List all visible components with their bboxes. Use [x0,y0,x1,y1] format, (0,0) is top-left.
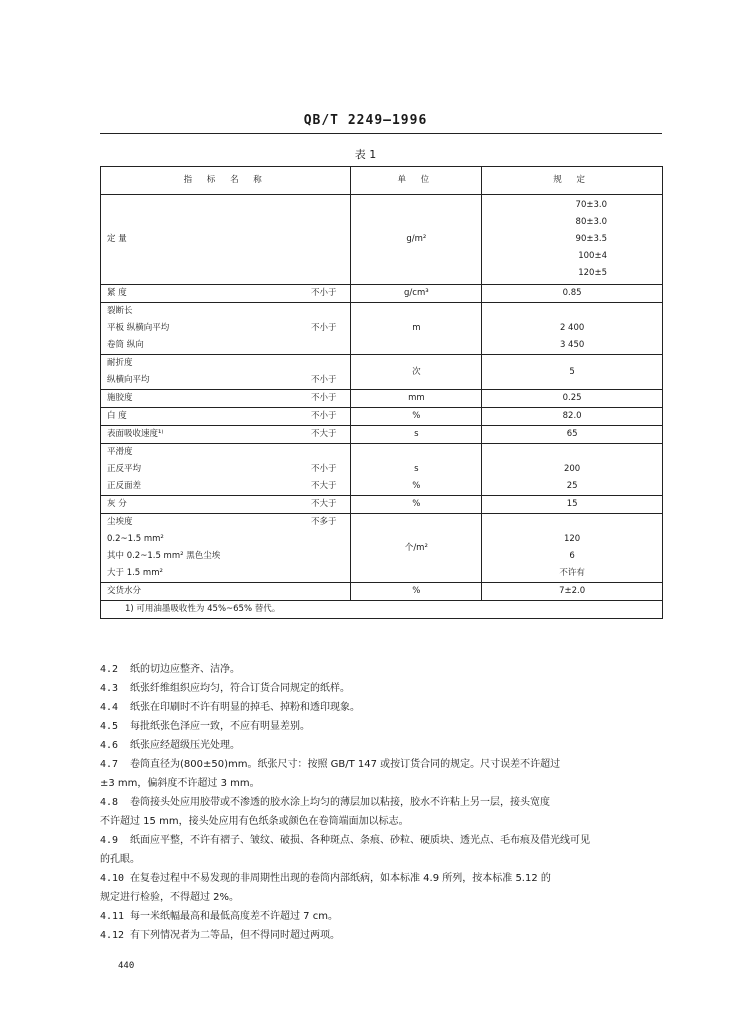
row-label: 尘埃度 [107,517,133,527]
row-values [482,195,663,285]
row-value: 120 [563,534,581,544]
table-row [101,285,663,303]
header-unit: 单 位 [351,167,482,195]
row-qualifier: 不大于 [310,499,337,509]
clause-text: 每一米纸幅最高和最低高度差不许超过 7 cm。 [130,911,338,922]
table-row [101,583,663,601]
row-qualifier: 不大于 [310,481,337,491]
row-label: 交货水分 [101,583,351,601]
row-value: 65 [482,426,663,444]
paragraph [100,736,665,755]
clause-number: 4.10 [100,873,125,884]
clause-number: 4.5 [100,721,119,732]
value: 80±3.0 [575,217,607,227]
row-qualifier: 不小于 [310,393,337,403]
clause-number: 4.7 [100,759,119,770]
row-sublabel: 正反平均 [107,464,142,474]
row-value: 5 [482,355,663,390]
clause-continuation: ±3 mm，偏斜度不许超过 3 mm。 [100,778,260,789]
table-caption: 表 1 [354,148,377,161]
clause-number: 4.2 [100,664,119,675]
row-sublabel: 平板 纵横向平均 [107,323,170,333]
row-unit: s [414,464,419,474]
row-value: 0.85 [482,285,663,303]
row-value: 不许有 [559,568,585,578]
paragraph [100,717,665,736]
row-value: 2 400 [559,323,585,333]
clause-number: 4.11 [100,911,125,922]
row-value: 6 [569,551,575,561]
row-sublabel: 0.2~1.5 mm² [107,534,164,544]
paragraph [100,793,665,812]
table-row [101,195,663,285]
row-sublabel: 正反面差 [107,481,142,491]
row-label: 平滑度 [107,447,133,457]
table-row [101,408,663,426]
paragraph [100,660,665,679]
row-value: 3 450 [559,340,585,350]
header-name: 指 标 名 称 [101,167,351,195]
table-row [101,514,663,583]
row-unit: g/cm³ [351,285,482,303]
clause-continuation: 规定进行检验，不得超过 2%。 [100,892,240,903]
clause-text: 纸张在印刷时不许有明显的掉毛、掉粉和透印现象。 [130,702,360,713]
row-value: 0.25 [482,390,663,408]
clause-number: 4.8 [100,797,119,808]
paragraph [100,755,665,774]
row-label: 白 度 [107,411,127,421]
paragraph [100,679,665,698]
clause-continuation: 不许超过 15 mm，接头处应用有色纸条或颜色在卷筒端面加以标志。 [100,816,409,827]
table-row [101,496,663,514]
row-unit: m [351,303,482,355]
row-label: 灰 分 [107,499,127,509]
paragraph [100,926,665,945]
row-unit: % [412,481,421,491]
table-footnote: 1) 可用油墨吸收性为 45%~65% 替代。 [101,601,663,619]
row-unit: % [351,583,482,601]
table-footnote-row [101,601,663,619]
row-label: 施胶度 [107,393,133,403]
row-value: 82.0 [482,408,663,426]
value: 120±5 [578,268,607,278]
standard-number: QB/T 2249—1996 [303,113,428,128]
row-unit: % [351,496,482,514]
row-sublabel: 大于 1.5 mm² [107,568,163,578]
row-qualifier: 不多于 [310,517,337,527]
row-unit: s [351,426,482,444]
row-qualifier: 不大于 [310,429,337,439]
row-sublabel: 卷筒 纵向 [107,340,144,350]
clause-text: 纸面应平整，不许有褶子、皱纹、破损、各种斑点、条痕、砂粒、硬质块、透光点、毛布痕及借光线可见 [130,835,590,846]
spec-table [100,166,663,619]
row-qualifier: 不小于 [310,288,337,298]
row-label: 定 量 [101,195,351,285]
row-unit: % [351,408,482,426]
row-value: 200 [563,464,581,474]
table-row [101,303,663,355]
table-row [101,426,663,444]
row-label: 紧 度 [107,288,127,298]
table-header-row [101,167,663,195]
row-qualifier: 不小于 [310,411,337,421]
table-row [101,355,663,390]
table-row [101,390,663,408]
clause-continuation: 的孔眼。 [100,854,140,865]
row-unit: g/m² [351,195,482,285]
row-unit: mm [351,390,482,408]
row-value: 25 [566,481,578,491]
clause-text: 在复卷过程中不易发现的非周期性出现的卷筒内部纸病，如本标准 4.9 所列，按本标准 5.12 的 [130,873,551,884]
clause-text: 纸张纤维组织应均匀，符合订货合同规定的纸样。 [130,683,350,694]
clause-text: 有下列情况者为二等品，但不得同时超过两项。 [130,930,340,941]
row-unit: 次 [351,355,482,390]
row-label: 耐折度 [107,358,133,368]
value: 90±3.5 [575,234,607,244]
row-label: 表面吸收速度¹⁾ [107,429,164,439]
row-label: 裂断长 [107,306,133,316]
body-text [100,660,665,945]
clause-text: 每批纸张色泽应一致，不应有明显差别。 [130,721,310,732]
paragraph [100,907,665,926]
paragraph [100,869,665,888]
row-sublabel: 其中 0.2~1.5 mm² 黑色尘埃 [107,551,221,561]
value: 70±3.0 [575,200,607,210]
clause-text: 卷筒直径为(800±50)mm。纸张尺寸：按照 GB/T 147 或按订货合同的规定。尺寸误差不许超过 [130,759,561,770]
table-row [101,444,663,496]
paragraph [100,698,665,717]
row-unit: 个/m² [351,514,482,583]
clause-number: 4.12 [100,930,125,941]
row-sublabel: 纵横向平均 [107,375,150,385]
clause-number: 4.9 [100,835,119,846]
value: 100±4 [578,251,607,261]
row-value: 15 [482,496,663,514]
header-rule [100,133,662,134]
clause-text: 卷筒接头处应用胶带或不渗透的胶水涂上均匀的薄层加以粘接，胶水不许粘上另一层，接头宽度 [130,797,550,808]
clause-text: 纸的切边应整齐、洁净。 [130,664,240,675]
clause-text: 纸张应经超级压光处理。 [130,740,240,751]
row-value: 7±2.0 [482,583,663,601]
row-qualifier: 不小于 [310,375,337,385]
page-number: 440 [118,961,135,971]
paragraph [100,831,665,850]
clause-number: 4.3 [100,683,119,694]
clause-number: 4.6 [100,740,119,751]
header-spec: 规 定 [482,167,663,195]
row-qualifier: 不小于 [310,464,337,474]
clause-number: 4.4 [100,702,119,713]
row-qualifier: 不小于 [310,323,337,333]
